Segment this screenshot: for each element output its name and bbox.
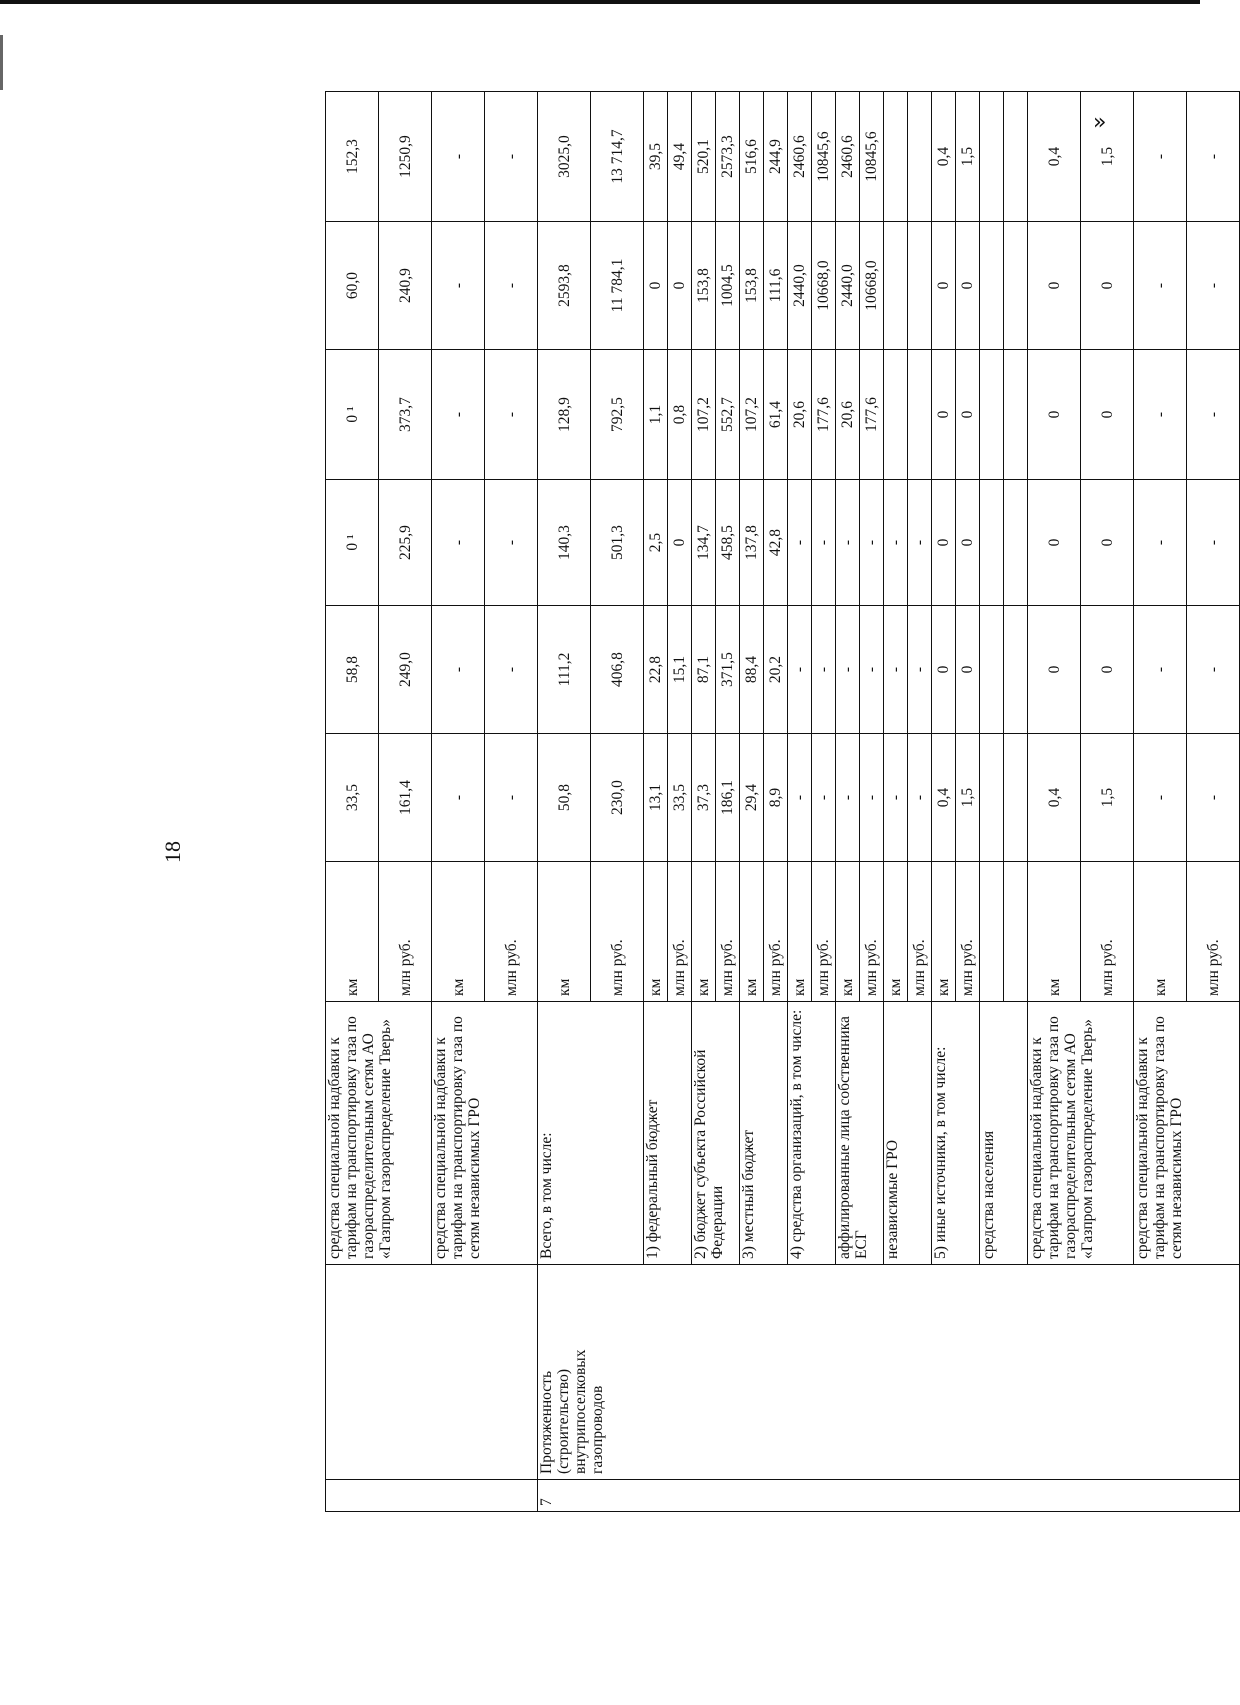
value-cell-1: 230,0	[591, 734, 644, 862]
unit-cell: млн руб.	[716, 862, 740, 1002]
value-cell-4: 0 ¹	[326, 350, 379, 480]
value-cell-5	[980, 222, 1004, 350]
value-cell-3: -	[485, 480, 538, 606]
value-cell-4: 177,6	[860, 350, 884, 480]
value-cell-3: 0	[1028, 480, 1081, 606]
value-cell-2: 111,2	[538, 606, 591, 734]
value-cell-4	[884, 350, 908, 480]
unit-cell: км	[432, 862, 485, 1002]
row-number-cell: 7	[538, 1480, 1240, 1512]
table-row	[538, 92, 591, 1512]
value-cell-3: -	[812, 480, 836, 606]
value-cell-6: 1250,9	[379, 92, 432, 222]
unit-cell: км	[788, 862, 812, 1002]
value-cell-6: -	[1134, 92, 1187, 222]
value-cell-3	[980, 480, 1004, 606]
value-cell-5: 2440,0	[836, 222, 860, 350]
funding-source-cell: 1) федеральный бюджет	[644, 1002, 692, 1265]
unit-cell: км	[644, 862, 668, 1002]
value-cell-4: 0	[956, 350, 980, 480]
unit-cell: млн руб.	[908, 862, 932, 1002]
value-cell-1: -	[860, 734, 884, 862]
value-cell-5: 0	[1081, 222, 1134, 350]
value-cell-5: 0	[932, 222, 956, 350]
value-cell-4: 20,6	[836, 350, 860, 480]
value-cell-2: -	[884, 606, 908, 734]
value-cell-5: -	[1187, 222, 1240, 350]
value-cell-1: 0,4	[1028, 734, 1081, 862]
value-cell-3	[1004, 480, 1028, 606]
indicator-name-cell: Протяженность (строительство) внутрипоселковых газопроводов	[538, 1265, 1240, 1480]
value-cell-5	[884, 222, 908, 350]
value-cell-3: 137,8	[740, 480, 764, 606]
unit-cell: км	[1028, 862, 1081, 1002]
value-cell-2: 0	[932, 606, 956, 734]
unit-cell: млн руб.	[860, 862, 884, 1002]
value-cell-3: 0	[956, 480, 980, 606]
value-cell-5: 10668,0	[860, 222, 884, 350]
value-cell-1: 161,4	[379, 734, 432, 862]
value-cell-1: 37,3	[692, 734, 716, 862]
unit-cell: млн руб.	[956, 862, 980, 1002]
row-number-cell	[326, 1480, 538, 1512]
value-cell-3: 42,8	[764, 480, 788, 606]
value-cell-1: 1,5	[1081, 734, 1134, 862]
funding-source-cell: средства специальной надбавки к тарифам на транспортировку газа по газораспределительным сетям АО «Газпром газораспределение Тверь»	[1028, 1002, 1134, 1265]
value-cell-6: 10845,6	[812, 92, 836, 222]
value-cell-6: -	[432, 92, 485, 222]
value-cell-2: 0	[956, 606, 980, 734]
value-cell-5: -	[1134, 222, 1187, 350]
value-cell-3: 0	[1081, 480, 1134, 606]
value-cell-2: 0	[1028, 606, 1081, 734]
funding-source-cell: средства специальной надбавки к тарифам на транспортировку газа по газораспределительным сетям АО «Газпром газораспределение Тверь»	[326, 1002, 432, 1265]
funding-source-cell: Всего, в том числе:	[538, 1002, 644, 1265]
unit-cell: млн руб.	[668, 862, 692, 1002]
funding-source-cell: независимые ГРО	[884, 1002, 932, 1265]
value-cell-3: -	[860, 480, 884, 606]
value-cell-2: -	[908, 606, 932, 734]
value-cell-2: 87,1	[692, 606, 716, 734]
value-cell-4: -	[1134, 350, 1187, 480]
page-nav-mark: »	[1093, 110, 1107, 135]
funding-source-cell: аффилированные лица собственника ЕСГ	[836, 1002, 884, 1265]
value-cell-5: -	[432, 222, 485, 350]
value-cell-3: -	[836, 480, 860, 606]
unit-cell: км	[884, 862, 908, 1002]
value-cell-5	[1004, 222, 1028, 350]
unit-cell	[980, 862, 1004, 1002]
value-cell-1: 13,1	[644, 734, 668, 862]
value-cell-1: 1,5	[956, 734, 980, 862]
value-cell-3: 2,5	[644, 480, 668, 606]
value-cell-5: 111,6	[764, 222, 788, 350]
value-cell-3: 501,3	[591, 480, 644, 606]
value-cell-6: -	[1187, 92, 1240, 222]
value-cell-1	[980, 734, 1004, 862]
unit-cell	[1004, 862, 1028, 1002]
value-cell-4: 20,6	[788, 350, 812, 480]
value-cell-6: 39,5	[644, 92, 668, 222]
value-cell-6: 10845,6	[860, 92, 884, 222]
value-cell-4	[980, 350, 1004, 480]
value-cell-4	[1004, 350, 1028, 480]
value-cell-3: 140,3	[538, 480, 591, 606]
unit-cell: км	[932, 862, 956, 1002]
funding-source-cell: 3) местный бюджет	[740, 1002, 788, 1265]
table-row	[326, 92, 379, 1512]
value-cell-4: 792,5	[591, 350, 644, 480]
value-cell-2: 406,8	[591, 606, 644, 734]
value-cell-6: 1,5	[956, 92, 980, 222]
value-cell-5: 2593,8	[538, 222, 591, 350]
value-cell-6: -	[485, 92, 538, 222]
value-cell-1: 33,5	[668, 734, 692, 862]
value-cell-3: 134,7	[692, 480, 716, 606]
value-cell-2: -	[485, 606, 538, 734]
value-cell-2: -	[836, 606, 860, 734]
data-table	[325, 91, 1240, 1512]
value-cell-3: -	[908, 480, 932, 606]
value-cell-6	[1004, 92, 1028, 222]
value-cell-4: 0	[932, 350, 956, 480]
value-cell-2: 22,8	[644, 606, 668, 734]
value-cell-5: 11 784,1	[591, 222, 644, 350]
value-cell-4: 373,7	[379, 350, 432, 480]
unit-cell: млн руб.	[485, 862, 538, 1002]
value-cell-6: 13 714,7	[591, 92, 644, 222]
value-cell-2	[1004, 606, 1028, 734]
unit-cell: млн руб.	[591, 862, 644, 1002]
value-cell-6: 0,4	[932, 92, 956, 222]
value-cell-1: 186,1	[716, 734, 740, 862]
funding-source-cell: 5) иные источники, в том числе:	[932, 1002, 980, 1265]
value-cell-2: 88,4	[740, 606, 764, 734]
value-cell-5: 10668,0	[812, 222, 836, 350]
unit-cell: млн руб.	[812, 862, 836, 1002]
value-cell-6: 516,6	[740, 92, 764, 222]
value-cell-1: 0,4	[932, 734, 956, 862]
value-cell-1: -	[432, 734, 485, 862]
value-cell-6: 244,9	[764, 92, 788, 222]
value-cell-2: -	[812, 606, 836, 734]
value-cell-2: -	[1187, 606, 1240, 734]
scan-edge-mark	[0, 35, 3, 90]
value-cell-1: -	[884, 734, 908, 862]
value-cell-1: 8,9	[764, 734, 788, 862]
unit-cell: млн руб.	[1187, 862, 1240, 1002]
value-cell-2: 249,0	[379, 606, 432, 734]
value-cell-6: 152,3	[326, 92, 379, 222]
value-cell-5	[908, 222, 932, 350]
unit-cell: км	[740, 862, 764, 1002]
value-cell-4: 128,9	[538, 350, 591, 480]
value-cell-5: 60,0	[326, 222, 379, 350]
value-cell-4: 0	[1081, 350, 1134, 480]
value-cell-6: 2573,3	[716, 92, 740, 222]
unit-cell: млн руб.	[379, 862, 432, 1002]
value-cell-6: 2460,6	[788, 92, 812, 222]
value-cell-6: 0,4	[1028, 92, 1081, 222]
value-cell-4: -	[432, 350, 485, 480]
value-cell-6: 49,4	[668, 92, 692, 222]
funding-source-cell: средства специальной надбавки к тарифам на транспортировку газа по сетям независимых ГРО	[432, 1002, 538, 1265]
value-cell-3: -	[788, 480, 812, 606]
unit-cell: км	[1134, 862, 1187, 1002]
value-cell-1: 33,5	[326, 734, 379, 862]
value-cell-6	[884, 92, 908, 222]
value-cell-1: -	[908, 734, 932, 862]
value-cell-6: 520,1	[692, 92, 716, 222]
value-cell-5: 0	[668, 222, 692, 350]
value-cell-5: 0	[956, 222, 980, 350]
unit-cell: км	[692, 862, 716, 1002]
indicator-name-cell	[326, 1265, 538, 1480]
value-cell-5: 0	[644, 222, 668, 350]
value-cell-4: 0	[1028, 350, 1081, 480]
value-cell-6: 2460,6	[836, 92, 860, 222]
value-cell-3: 0	[932, 480, 956, 606]
value-cell-4	[908, 350, 932, 480]
value-cell-1	[1004, 734, 1028, 862]
value-cell-3: 225,9	[379, 480, 432, 606]
page-number: 18	[160, 841, 185, 863]
value-cell-1: -	[836, 734, 860, 862]
value-cell-3: -	[884, 480, 908, 606]
value-cell-6: 1,5	[1081, 92, 1134, 222]
value-cell-2: 371,5	[716, 606, 740, 734]
unit-cell: км	[538, 862, 591, 1002]
value-cell-4: 0,8	[668, 350, 692, 480]
rotated-page	[150, 52, 1222, 1652]
value-cell-1: 50,8	[538, 734, 591, 862]
value-cell-3: 0 ¹	[326, 480, 379, 606]
unit-cell: млн руб.	[1081, 862, 1134, 1002]
value-cell-4: 61,4	[764, 350, 788, 480]
value-cell-1: -	[1187, 734, 1240, 862]
value-cell-2: -	[860, 606, 884, 734]
value-cell-1: -	[788, 734, 812, 862]
value-cell-1: -	[812, 734, 836, 862]
value-cell-4: 107,2	[740, 350, 764, 480]
value-cell-2: 20,2	[764, 606, 788, 734]
value-cell-3: -	[1187, 480, 1240, 606]
value-cell-2: 0	[1081, 606, 1134, 734]
value-cell-2	[980, 606, 1004, 734]
funding-source-cell: 2) бюджет субъекта Российской Федерации	[692, 1002, 740, 1265]
value-cell-6	[980, 92, 1004, 222]
funding-source-cell: 4) средства организаций, в том числе:	[788, 1002, 836, 1265]
value-cell-1: -	[485, 734, 538, 862]
unit-cell: км	[326, 862, 379, 1002]
value-cell-3: -	[432, 480, 485, 606]
value-cell-3: 0	[668, 480, 692, 606]
value-cell-5: 1004,5	[716, 222, 740, 350]
funding-source-cell: средства населения	[980, 1002, 1028, 1265]
value-cell-4: -	[1187, 350, 1240, 480]
value-cell-2: -	[432, 606, 485, 734]
value-cell-4: -	[485, 350, 538, 480]
value-cell-2: 58,8	[326, 606, 379, 734]
value-cell-2: -	[1134, 606, 1187, 734]
value-cell-4: 107,2	[692, 350, 716, 480]
value-cell-5: 153,8	[692, 222, 716, 350]
value-cell-5: -	[485, 222, 538, 350]
value-cell-1: 29,4	[740, 734, 764, 862]
value-cell-4: 1,1	[644, 350, 668, 480]
value-cell-3: -	[1134, 480, 1187, 606]
scan-border-line	[0, 0, 1200, 4]
value-cell-5: 0	[1028, 222, 1081, 350]
value-cell-2: 15,1	[668, 606, 692, 734]
value-cell-5: 2440,0	[788, 222, 812, 350]
funding-source-cell: средства специальной надбавки к тарифам на транспортировку газа по сетям независимых ГРО	[1134, 1002, 1240, 1265]
value-cell-3: 458,5	[716, 480, 740, 606]
value-cell-2: -	[788, 606, 812, 734]
unit-cell: млн руб.	[764, 862, 788, 1002]
value-cell-4: 552,7	[716, 350, 740, 480]
value-cell-6: 3025,0	[538, 92, 591, 222]
value-cell-1: -	[1134, 734, 1187, 862]
value-cell-5: 153,8	[740, 222, 764, 350]
value-cell-4: 177,6	[812, 350, 836, 480]
value-cell-5: 240,9	[379, 222, 432, 350]
unit-cell: км	[836, 862, 860, 1002]
value-cell-6	[908, 92, 932, 222]
